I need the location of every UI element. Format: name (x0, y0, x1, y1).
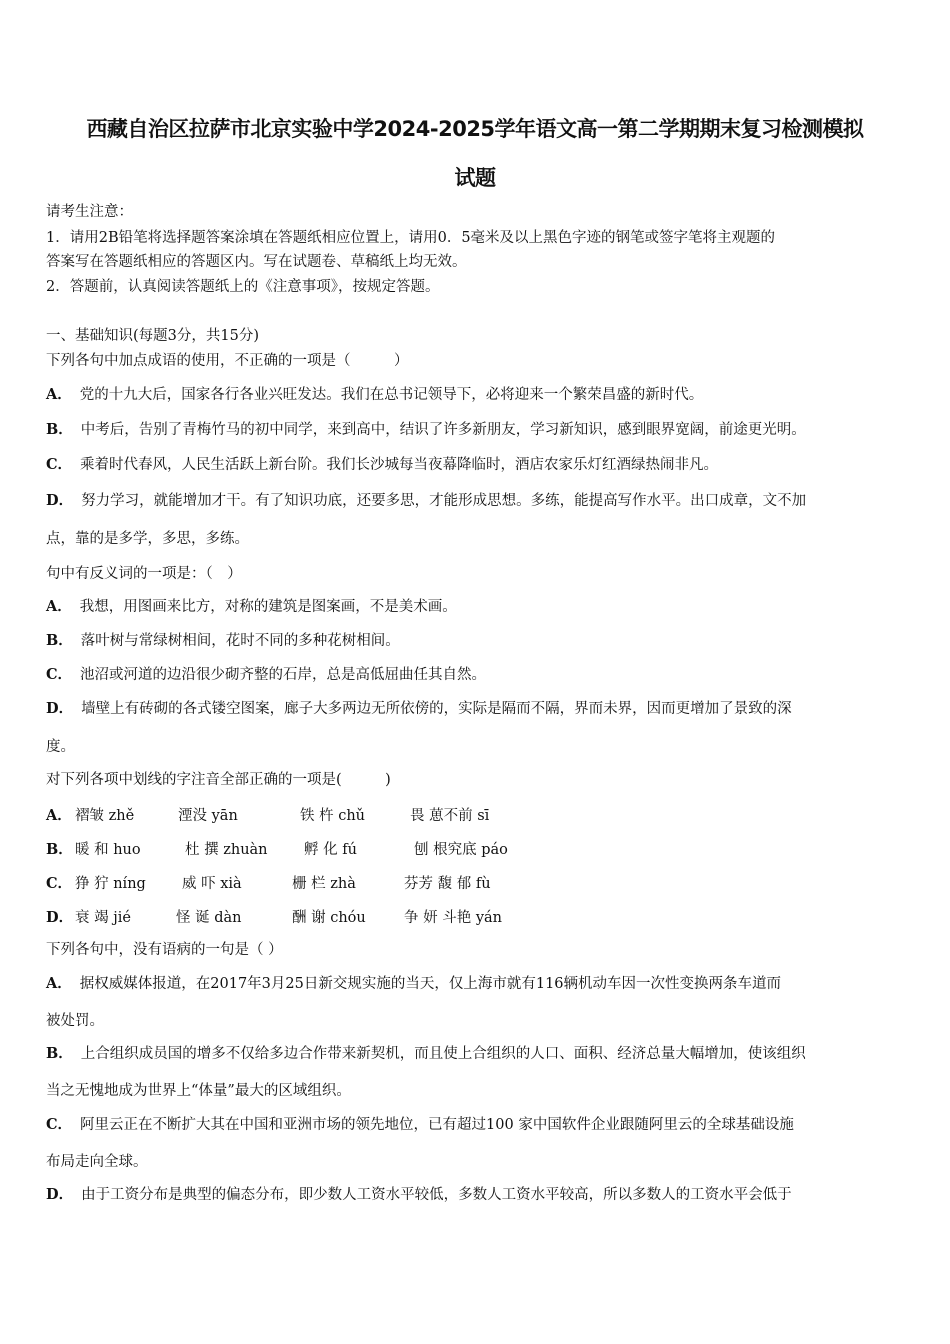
q3-row-b-item-2: 杜 撰 zhuàn (185, 842, 268, 858)
notice-item-1: 1．请用2B铅笔将选择题答案涂填在答题纸相应位置上，请用0．5毫米及以上黑色字迹的钢笔或签字笔将主观题的 (46, 230, 776, 246)
question-2-option-c (46, 665, 486, 685)
option-label: C． (46, 456, 73, 473)
option-text: 由于工资分布是典型的偏态分布，即少数人工资水平较低，多数人工资水平较高，所以多数人的工资水平会低于 (81, 1187, 792, 1203)
q3-row-d-item-2: 怪 诞 dàn (176, 910, 242, 926)
question-1-option-c (46, 455, 718, 475)
question-1-stem: 下列各句中加点成语的使用，不正确的一项是（ ） (46, 353, 409, 369)
option-label: D． (46, 700, 74, 717)
option-label: D． (46, 492, 74, 509)
notice-item-2: 2．答题前，认真阅读答题纸上的《注意事项》，按规定答题。 (46, 279, 440, 295)
q3-row-c-item-2: 威 吓 xià (182, 876, 242, 892)
option-label: C． (46, 1116, 73, 1133)
option-label: D． (46, 1186, 74, 1203)
q3-row-c-item-4: 芬芳 馥 郁 fù (404, 876, 491, 892)
page-title-continued: 试题 (454, 166, 496, 190)
option-text: 乘着时代春风，人民生活跃上新台阶。我们长沙城每当夜幕降临时，酒店农家乐灯红酒绿热闹非凡。 (80, 457, 719, 473)
question-4-option-b-continued: 当之无愧地成为世界上“体量”最大的区域组织。 (46, 1083, 351, 1099)
q3-row-a-label: A． (46, 807, 72, 824)
page-title: 西藏自治区拉萨市北京实验中学2024-2025学年语文高一第二学期期末复习检测模拟 (86, 117, 864, 141)
question-4-stem: 下列各句中，没有语病的一句是（ ） (46, 942, 283, 958)
option-label: B． (46, 632, 73, 649)
q3-row-a-item-4: 畏 葸不前 sī (410, 808, 490, 824)
option-text: 党的十九大后，国家各行各业兴旺发达。我们在总书记领导下，必将迎来一个繁荣昌盛的新时代。 (79, 387, 704, 403)
notice-item-1-continued: 答案写在答题纸相应的答题区内。写在试题卷、草稿纸上均无效。 (46, 254, 467, 270)
question-4-option-c-continued: 布局走向全球。 (46, 1154, 148, 1170)
q3-row-d-item-1: 衰 竭 jié (75, 910, 131, 926)
q3-row-b-item-1: 暖 和 huo (75, 842, 141, 858)
question-1-option-d-continued: 点，靠的是多学，多思，多练。 (46, 531, 249, 547)
option-text: 墙壁上有砖砌的各式镂空图案，廊子大多两边无所依傍的，实际是隔而不隔，界而未界，因而更增加了景致的深 (81, 701, 792, 717)
option-text: 上合组织成员国的增多不仅给多边合作带来新契机，而且使上合组织的人口、面积、经济总量大幅增加，使该组织 (80, 1046, 806, 1062)
question-2-option-d-continued: 度。 (46, 739, 75, 755)
question-2-option-d (46, 699, 792, 719)
question-1-option-d (46, 491, 806, 511)
q3-row-c-item-3: 栅 栏 zhà (292, 876, 356, 892)
question-2-option-b (46, 631, 400, 651)
option-text: 中考后，告别了青梅竹马的初中同学，来到高中，结识了许多新朋友，学习新知识，感到眼界宽阔，前途更光明。 (80, 422, 806, 438)
q3-row-a-item-2: 湮没 yān (178, 808, 238, 824)
option-label: A． (46, 975, 72, 992)
option-label: C． (46, 666, 73, 683)
option-label: B． (46, 1045, 73, 1062)
section-heading: 一、基础知识(每题3分，共15分) (46, 328, 259, 344)
q3-row-b-item-3: 孵 化 fú (304, 842, 357, 858)
question-4-option-c (46, 1115, 794, 1135)
notice-heading: 请考生注意： (46, 204, 133, 220)
option-text: 努力学习，就能增加才干。有了知识功底，还要多思，才能形成思想。多练，能提高写作水平。出口成章，文不加 (81, 493, 807, 509)
question-1-option-a (46, 385, 703, 405)
question-4-option-a (46, 974, 781, 994)
q3-row-b-item-4: 刨 根究底 páo (414, 842, 508, 858)
question-2-option-a (46, 597, 457, 617)
q3-row-a-item-1: 褶皱 zhě (75, 808, 135, 824)
question-1-option-b (46, 420, 806, 440)
option-text: 落叶树与常绿树相间，花时不同的多种花树相间。 (80, 633, 400, 649)
q3-row-d-item-4: 争 妍 斗艳 yán (404, 910, 503, 926)
question-4-option-d (46, 1185, 792, 1205)
question-2-stem: 句中有反义词的一项是：（ ） (46, 566, 242, 582)
option-text: 阿里云正在不断扩大其在中国和亚洲市场的领先地位，已有超过100 家中国软件企业跟随阿里云的全球基础设施 (80, 1117, 794, 1133)
option-text: 我想，用图画来比方，对称的建筑是图案画，不是美术画。 (79, 599, 457, 615)
option-label: B． (46, 421, 73, 438)
q3-row-d-item-3: 酬 谢 chóu (292, 910, 366, 926)
q3-row-a-item-3: 铁 杵 chǔ (300, 808, 366, 824)
option-text: 据权威媒体报道，在2017年3月25日新交规实施的当天，仅上海市就有116辆机动车因一次性变换两条车道而 (79, 976, 782, 992)
q3-row-c-label: C． (46, 875, 73, 892)
question-3-stem: 对下列各项中划线的字注音全部正确的一项是( ) (46, 772, 391, 788)
option-text: 池沼或河道的边沿很少砌齐整的石岸，总是高低屈曲任其自然。 (80, 667, 487, 683)
q3-row-b-label: B． (46, 841, 73, 858)
option-label: A． (46, 386, 72, 403)
q3-row-c-item-1: 狰 狞 níng (75, 876, 146, 892)
question-4-option-a-continued: 被处罚。 (46, 1013, 104, 1029)
option-label: A． (46, 598, 72, 615)
q3-row-d-label: D． (46, 909, 74, 926)
question-4-option-b (46, 1044, 806, 1064)
